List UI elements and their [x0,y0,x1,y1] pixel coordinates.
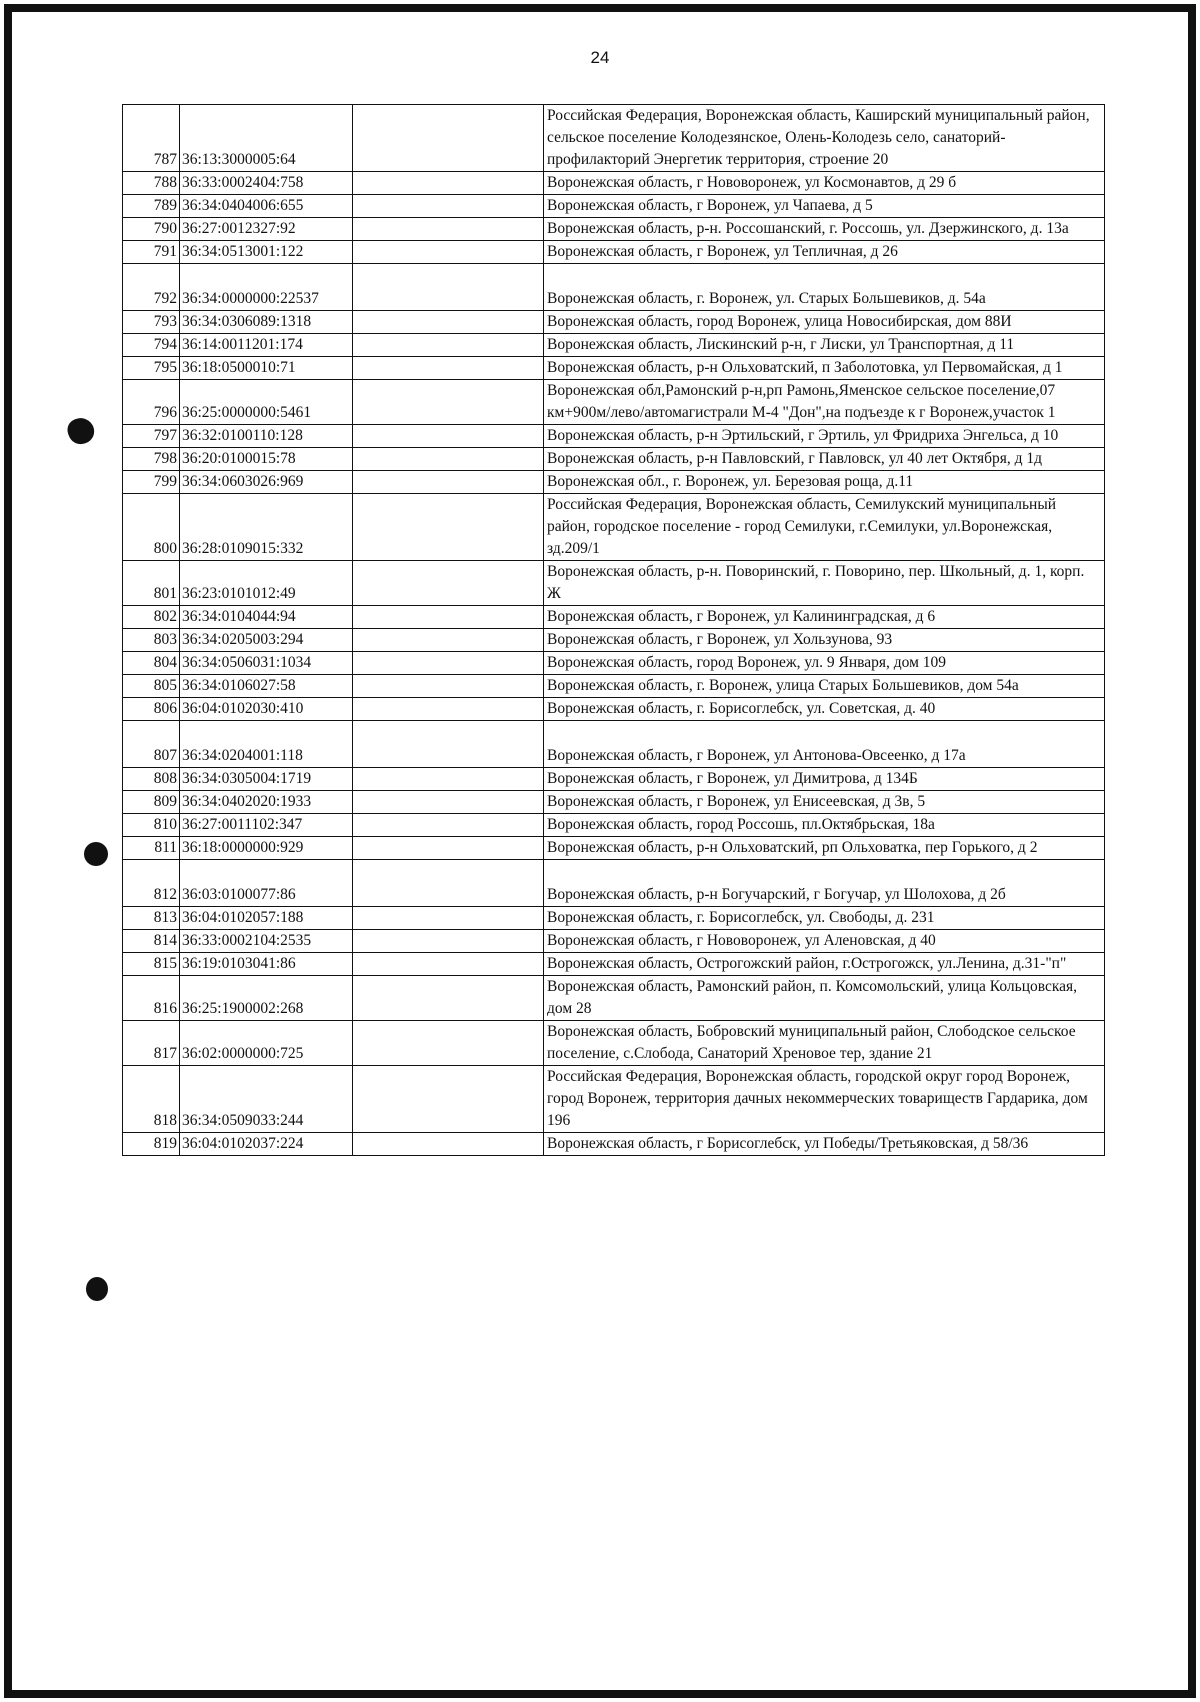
table-row [123,357,1105,380]
cadastral-number: 36:18:0500010:71 [180,357,353,380]
table-row [123,860,1105,907]
empty-cell [353,264,544,311]
cadastral-number: 36:03:0100077:86 [180,860,353,907]
address-cell: Воронежская обл,Рамонский р-н,рп Рамонь,Яменское сельское поселение,07 км+900м/лево/автомагистрали М-4 "Дон",на подъезде к г Воронеж,участок 1 [544,380,1105,425]
cadastral-number: 36:27:0012327:92 [180,218,353,241]
cadastral-number: 36:19:0103041:86 [180,953,353,976]
address-cell: Воронежская область, город Россошь, пл.Октябрьская, 18а [544,814,1105,837]
table-row [123,172,1105,195]
address-cell: Российская Федерация, Воронежская область, городской округ город Воронеж, город Воронеж, территория дачных некоммерческих товариществ Гардарика, дом 196 [544,1066,1105,1133]
table-row [123,1066,1105,1133]
cadastral-number: 36:34:0513001:122 [180,241,353,264]
table-row [123,241,1105,264]
cadastral-number: 36:34:0205003:294 [180,629,353,652]
table-row [123,791,1105,814]
table-row [123,195,1105,218]
empty-cell [353,1066,544,1133]
row-number: 787 [123,105,180,172]
cadastral-number: 36:28:0109015:332 [180,494,353,561]
row-number: 798 [123,448,180,471]
empty-cell [353,1021,544,1066]
row-number: 789 [123,195,180,218]
table-row [123,652,1105,675]
empty-cell [353,105,544,172]
table-row [123,930,1105,953]
punch-hole-mark [84,842,108,866]
address-cell: Воронежская область, г Нововоронеж, ул Аленовская, д 40 [544,930,1105,953]
empty-cell [353,768,544,791]
row-number: 796 [123,380,180,425]
row-number: 800 [123,494,180,561]
cadastral-number: 36:34:0306089:1318 [180,311,353,334]
row-number: 802 [123,606,180,629]
table-row [123,1021,1105,1066]
table-row [123,334,1105,357]
table-row [123,218,1105,241]
row-number: 790 [123,218,180,241]
address-cell: Воронежская область, р-н. Поворинский, г. Поворино, пер. Школьный, д. 1, корп. Ж [544,561,1105,606]
cadastral-number: 36:04:0102037:224 [180,1133,353,1156]
row-number: 810 [123,814,180,837]
cadastral-number: 36:27:0011102:347 [180,814,353,837]
cadastral-number: 36:34:0000000:22537 [180,264,353,311]
row-number: 817 [123,1021,180,1066]
row-number: 797 [123,425,180,448]
address-cell: Воронежская область, г. Борисоглебск, ул. Свободы, д. 231 [544,907,1105,930]
address-cell: Воронежская область, город Воронеж, ул. 9 Января, дом 109 [544,652,1105,675]
row-number: 818 [123,1066,180,1133]
address-cell: Воронежская область, г Нововоронеж, ул Космонавтов, д 29 б [544,172,1105,195]
cadastral-number: 36:34:0506031:1034 [180,652,353,675]
empty-cell [353,791,544,814]
table-row [123,837,1105,860]
address-cell: Воронежская область, Бобровский муниципальный район, Слободское сельское поселение, с.Слобода, Санаторий Хреновое тер, здание 21 [544,1021,1105,1066]
table-row [123,561,1105,606]
table-row [123,494,1105,561]
cadastral-number: 36:04:0102030:410 [180,698,353,721]
row-number: 815 [123,953,180,976]
table-row [123,380,1105,425]
empty-cell [353,311,544,334]
address-cell: Воронежская область, р-н Ольховатский, рп Ольховатка, пер Горького, д 2 [544,837,1105,860]
row-number: 812 [123,860,180,907]
row-number: 801 [123,561,180,606]
empty-cell [353,494,544,561]
cadastral-number: 36:14:0011201:174 [180,334,353,357]
table-row [123,953,1105,976]
address-cell: Воронежская область, г. Воронеж, ул. Старых Большевиков, д. 54а [544,264,1105,311]
row-number: 807 [123,721,180,768]
empty-cell [353,172,544,195]
row-number: 814 [123,930,180,953]
empty-cell [353,652,544,675]
cadastral-number: 36:34:0204001:118 [180,721,353,768]
address-cell: Воронежская область, г Воронеж, ул Антонова-Овсеенко, д 17а [544,721,1105,768]
address-cell: Воронежская обл., г. Воронеж, ул. Березовая роща, д.11 [544,471,1105,494]
empty-cell [353,698,544,721]
empty-cell [353,334,544,357]
table-row [123,698,1105,721]
cadastral-number: 36:34:0509033:244 [180,1066,353,1133]
cadastral-number: 36:13:3000005:64 [180,105,353,172]
row-number: 799 [123,471,180,494]
cadastral-number: 36:34:0603026:969 [180,471,353,494]
empty-cell [353,561,544,606]
empty-cell [353,814,544,837]
cadastral-number: 36:25:1900002:268 [180,976,353,1021]
empty-cell [353,448,544,471]
empty-cell [353,425,544,448]
empty-cell [353,907,544,930]
cadastral-number: 36:04:0102057:188 [180,907,353,930]
address-cell: Воронежская область, г. Воронеж, улица Старых Большевиков, дом 54а [544,675,1105,698]
address-cell: Воронежская область, Рамонский район, п. Комсомольский, улица Кольцовская, дом 28 [544,976,1105,1021]
punch-hole-mark [86,1277,108,1301]
address-cell: Воронежская область, р-н Ольховатский, п Заболотовка, ул Первомайская, д 1 [544,357,1105,380]
address-cell: Воронежская область, р-н Павловский, г Павловск, ул 40 лет Октября, д 1д [544,448,1105,471]
empty-cell [353,721,544,768]
address-cell: Воронежская область, г Воронеж, ул Димитрова, д 134Б [544,768,1105,791]
address-cell: Российская Федерация, Воронежская область, Семилукский муниципальный район, городское поселение - город Семилуки, г.Семилуки, ул.Воронежская, зд.209/1 [544,494,1105,561]
empty-cell [353,471,544,494]
address-cell: Воронежская область, р-н Богучарский, г Богучар, ул Шолохова, д 2б [544,860,1105,907]
table-row [123,471,1105,494]
cadastral-number: 36:34:0402020:1933 [180,791,353,814]
cadastral-number: 36:34:0305004:1719 [180,768,353,791]
address-cell: Воронежская область, г Воронеж, ул Тепличная, д 26 [544,241,1105,264]
table-row [123,311,1105,334]
empty-cell [353,1133,544,1156]
table-row [123,606,1105,629]
empty-cell [353,930,544,953]
register-body [123,105,1105,1156]
address-cell: Воронежская область, Лискинский р-н, г Лиски, ул Транспортная, д 11 [544,334,1105,357]
cadastral-number: 36:33:0002404:758 [180,172,353,195]
row-number: 792 [123,264,180,311]
empty-cell [353,218,544,241]
row-number: 813 [123,907,180,930]
table-row [123,1133,1105,1156]
cadastral-number: 36:33:0002104:2535 [180,930,353,953]
empty-cell [353,629,544,652]
empty-cell [353,195,544,218]
table-row [123,264,1105,311]
cadastral-number: 36:32:0100110:128 [180,425,353,448]
address-cell: Воронежская область, Острогожский район, г.Острогожск, ул.Ленина, д.31-"п" [544,953,1105,976]
row-number: 811 [123,837,180,860]
address-cell: Воронежская область, р-н Эртильский, г Эртиль, ул Фридриха Энгельса, д 10 [544,425,1105,448]
row-number: 805 [123,675,180,698]
row-number: 819 [123,1133,180,1156]
row-number: 794 [123,334,180,357]
empty-cell [353,606,544,629]
row-number: 795 [123,357,180,380]
table-row [123,976,1105,1021]
cadastral-number: 36:34:0106027:58 [180,675,353,698]
empty-cell [353,241,544,264]
address-cell: Воронежская область, г Воронеж, ул Енисеевская, д 3в, 5 [544,791,1105,814]
row-number: 788 [123,172,180,195]
cadastral-number: 36:34:0104044:94 [180,606,353,629]
address-cell: Воронежская область, г Борисоглебск, ул Победы/Третьяковская, д 58/36 [544,1133,1105,1156]
row-number: 806 [123,698,180,721]
row-number: 816 [123,976,180,1021]
address-cell: Российская Федерация, Воронежская область, Каширский муниципальный район, сельское поселение Колодезянское, Олень-Колодезь село, санаторий-профилакторий Энергетик территория, строение 20 [544,105,1105,172]
row-number: 804 [123,652,180,675]
empty-cell [353,380,544,425]
row-number: 793 [123,311,180,334]
table-row [123,448,1105,471]
address-cell: Воронежская область, г Воронеж, ул Чапаева, д 5 [544,195,1105,218]
page-number: 24 [590,48,610,67]
register-table [122,104,1105,1156]
address-cell: Воронежская область, р-н. Россошанский, г. Россошь, ул. Дзержинского, д. 13а [544,218,1105,241]
cadastral-number: 36:34:0404006:655 [180,195,353,218]
row-number: 808 [123,768,180,791]
cadastral-number: 36:23:0101012:49 [180,561,353,606]
address-cell: Воронежская область, г Воронеж, ул Хользунова, 93 [544,629,1105,652]
table-row [123,105,1105,172]
table-row [123,768,1105,791]
address-cell: Воронежская область, город Воронеж, улица Новосибирская, дом 88И [544,311,1105,334]
table-row [123,629,1105,652]
address-cell: Воронежская область, г Воронеж, ул Калининградская, д 6 [544,606,1105,629]
empty-cell [353,357,544,380]
empty-cell [353,860,544,907]
table-row [123,814,1105,837]
row-number: 791 [123,241,180,264]
row-number: 809 [123,791,180,814]
row-number: 803 [123,629,180,652]
table-row [123,425,1105,448]
cadastral-number: 36:20:0100015:78 [180,448,353,471]
cadastral-number: 36:18:0000000:929 [180,837,353,860]
table-row [123,721,1105,768]
empty-cell [353,976,544,1021]
table-row [123,907,1105,930]
address-cell: Воронежская область, г. Борисоглебск, ул. Советская, д. 40 [544,698,1105,721]
table-row [123,675,1105,698]
cadastral-number: 36:02:0000000:725 [180,1021,353,1066]
empty-cell [353,837,544,860]
cadastral-number: 36:25:0000000:5461 [180,380,353,425]
empty-cell [353,675,544,698]
empty-cell [353,953,544,976]
